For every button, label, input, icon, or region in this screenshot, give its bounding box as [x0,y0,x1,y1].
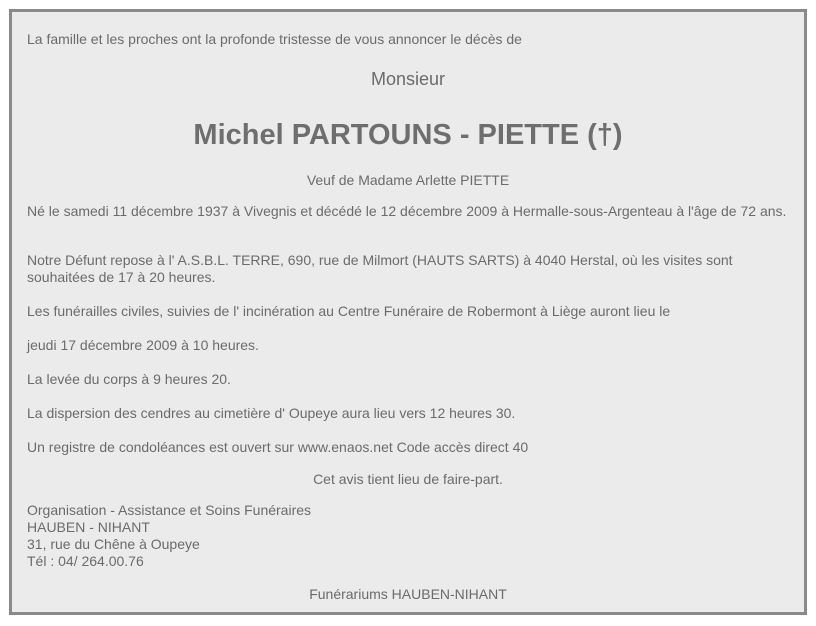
organisation-line-3: 31, rue du Chêne à Oupeye [27,536,200,552]
footer-text: Funérariums HAUBEN-NIHANT [309,586,507,602]
registry-text: Un registre de condoléances est ouvert sur www.enaos.net Code accès direct 40 [27,439,529,455]
notice-text: Cet avis tient lieu de faire-part. [313,471,503,487]
funeral-date-text: jeudi 17 décembre 2009 à 10 heures. [27,337,259,353]
organisation-line-4: Tél : 04/ 264.00.76 [27,553,144,569]
organisation-block [27,502,789,570]
organisation-line-2: HAUBEN - NIHANT [27,519,150,535]
deceased-name: Michel PARTOUNS - PIETTE (†) [193,119,623,151]
dispersion-text: La dispersion des cendres au cimetière d' Oupeye aura lieu vers 12 heures 30. [27,405,516,421]
birth-death-text: Né le samedi 11 décembre 1937 à Vivegnis et décédé le 12 décembre 2009 à Hermalle-sous-Argenteau à l'âge de 72 ans. [27,203,787,219]
funeral-text: Les funérailles civiles, suivies de l' incinération au Centre Funéraire de Robermont à Liège auront lieu le [27,303,671,319]
levee-text: La levée du corps à 9 heures 20. [27,371,231,387]
organisation-line-1: Organisation - Assistance et Soins Funéraires [27,502,312,518]
rest-place-text: Notre Défunt repose à l' A.S.B.L. TERRE, 690, rue de Milmort (HAUTS SARTS) à 4040 Herstal, où les visites sont souhaitées de 17 à 20 heures. [27,252,733,285]
intro-text: La famille et les proches ont la profonde tristesse de vous annoncer le décès de [27,31,522,47]
obituary-notice [9,9,807,615]
civility-text: Monsieur [370,69,446,89]
spouse-text: Veuf de Madame Arlette PIETTE [306,172,510,188]
